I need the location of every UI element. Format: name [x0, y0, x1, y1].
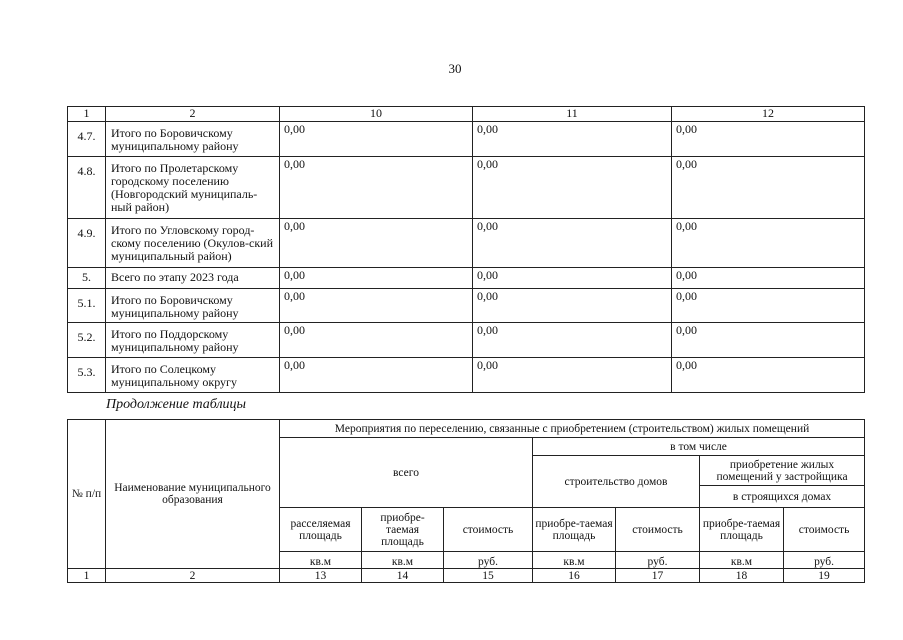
row-number: 5.3.	[68, 358, 106, 393]
row-number: 5.	[68, 268, 106, 289]
cell-col-10: 0,00	[280, 122, 473, 157]
cell-col-10: 0,00	[280, 157, 473, 219]
table-row	[68, 219, 865, 268]
unit-15: руб.	[444, 552, 533, 569]
cell-col-10: 0,00	[280, 268, 473, 289]
cell-col-12: 0,00	[672, 268, 865, 289]
col-header-10: 10	[280, 107, 473, 122]
row-number: 4.9.	[68, 219, 106, 268]
subhead-15: стоимость	[444, 508, 533, 552]
group-title: Мероприятия по переселению, связанные с приобретением (строительством) жилых помещений	[280, 420, 865, 438]
page-number: 30	[448, 61, 462, 76]
subhead-18: приобре-таемая площадь	[700, 508, 784, 552]
in-progress-header: в строящихся домах	[700, 486, 865, 508]
cell-col-10: 0,00	[280, 323, 473, 358]
subhead-14: приобре-таемая площадь	[362, 508, 444, 552]
row-number: 5.2.	[68, 323, 106, 358]
cell-col-11: 0,00	[473, 157, 672, 219]
col-header-1: 1	[68, 107, 106, 122]
subhead-16: приобре-таемая площадь	[533, 508, 616, 552]
unit-19: руб.	[784, 552, 865, 569]
cell-col-12: 0,00	[672, 157, 865, 219]
row-number: 5.1.	[68, 289, 106, 323]
column-number-row	[68, 107, 865, 122]
col-number-header: № п/п	[68, 420, 106, 569]
col-header-2: 2	[106, 107, 280, 122]
unit-16: кв.м	[533, 552, 616, 569]
column-number-row	[68, 569, 865, 583]
col-number-17: 17	[616, 569, 700, 583]
cell-col-10: 0,00	[280, 289, 473, 323]
col-number-2: 2	[106, 569, 280, 583]
col-header-12: 12	[672, 107, 865, 122]
unit-14: кв.м	[362, 552, 444, 569]
col-number-18: 18	[700, 569, 784, 583]
data-table-header	[67, 419, 865, 583]
row-number: 4.7.	[68, 122, 106, 157]
col-number-14: 14	[362, 569, 444, 583]
cell-col-12: 0,00	[672, 323, 865, 358]
row-name: Всего по этапу 2023 года	[106, 268, 280, 289]
row-name: Итого по Угловскому город-скому поселению (Окулов-ский муниципальный район)	[106, 219, 280, 268]
col-header-11: 11	[473, 107, 672, 122]
cell-col-10: 0,00	[280, 219, 473, 268]
cell-col-11: 0,00	[473, 268, 672, 289]
col-number-15: 15	[444, 569, 533, 583]
cell-col-11: 0,00	[473, 122, 672, 157]
cell-col-12: 0,00	[672, 219, 865, 268]
row-name: Итого по Пролетарскому городскому поселению (Новгородский муниципаль-ный район)	[106, 157, 280, 219]
cell-col-11: 0,00	[473, 323, 672, 358]
cell-col-12: 0,00	[672, 122, 865, 157]
col-name-header: Наименование муниципального образования	[106, 420, 280, 569]
row-name: Итого по Боровичскому муниципальному району	[106, 122, 280, 157]
table-row	[68, 358, 865, 393]
col-number-1: 1	[68, 569, 106, 583]
row-name: Итого по Солецкому муниципальному округу	[106, 358, 280, 393]
cell-col-11: 0,00	[473, 358, 672, 393]
unit-13: кв.м	[280, 552, 362, 569]
continuation-label: Продолжение таблицы	[106, 397, 247, 412]
row-number: 4.8.	[68, 157, 106, 219]
col-number-16: 16	[533, 569, 616, 583]
table-row	[68, 122, 865, 157]
table-row	[68, 157, 865, 219]
subhead-13: расселяемая площадь	[280, 508, 362, 552]
table-row	[68, 323, 865, 358]
cell-col-11: 0,00	[473, 219, 672, 268]
subhead-17: стоимость	[616, 508, 700, 552]
cell-col-12: 0,00	[672, 358, 865, 393]
unit-18: кв.м	[700, 552, 784, 569]
table-row	[68, 289, 865, 323]
cell-col-12: 0,00	[672, 289, 865, 323]
total-header: всего	[280, 438, 533, 508]
col-number-13: 13	[280, 569, 362, 583]
purchase-header: приобретение жилых помещений у застройщика	[700, 456, 865, 486]
row-name: Итого по Боровичскому муниципальному району	[106, 289, 280, 323]
cell-col-10: 0,00	[280, 358, 473, 393]
construction-header: строительство домов	[533, 456, 700, 508]
col-number-19: 19	[784, 569, 865, 583]
unit-17: руб.	[616, 552, 700, 569]
row-name: Итого по Поддорскому муниципальному району	[106, 323, 280, 358]
including-header: в том числе	[533, 438, 865, 456]
cell-col-11: 0,00	[473, 289, 672, 323]
data-table-continued	[67, 106, 865, 393]
subhead-19: стоимость	[784, 508, 865, 552]
table-row	[68, 268, 865, 289]
